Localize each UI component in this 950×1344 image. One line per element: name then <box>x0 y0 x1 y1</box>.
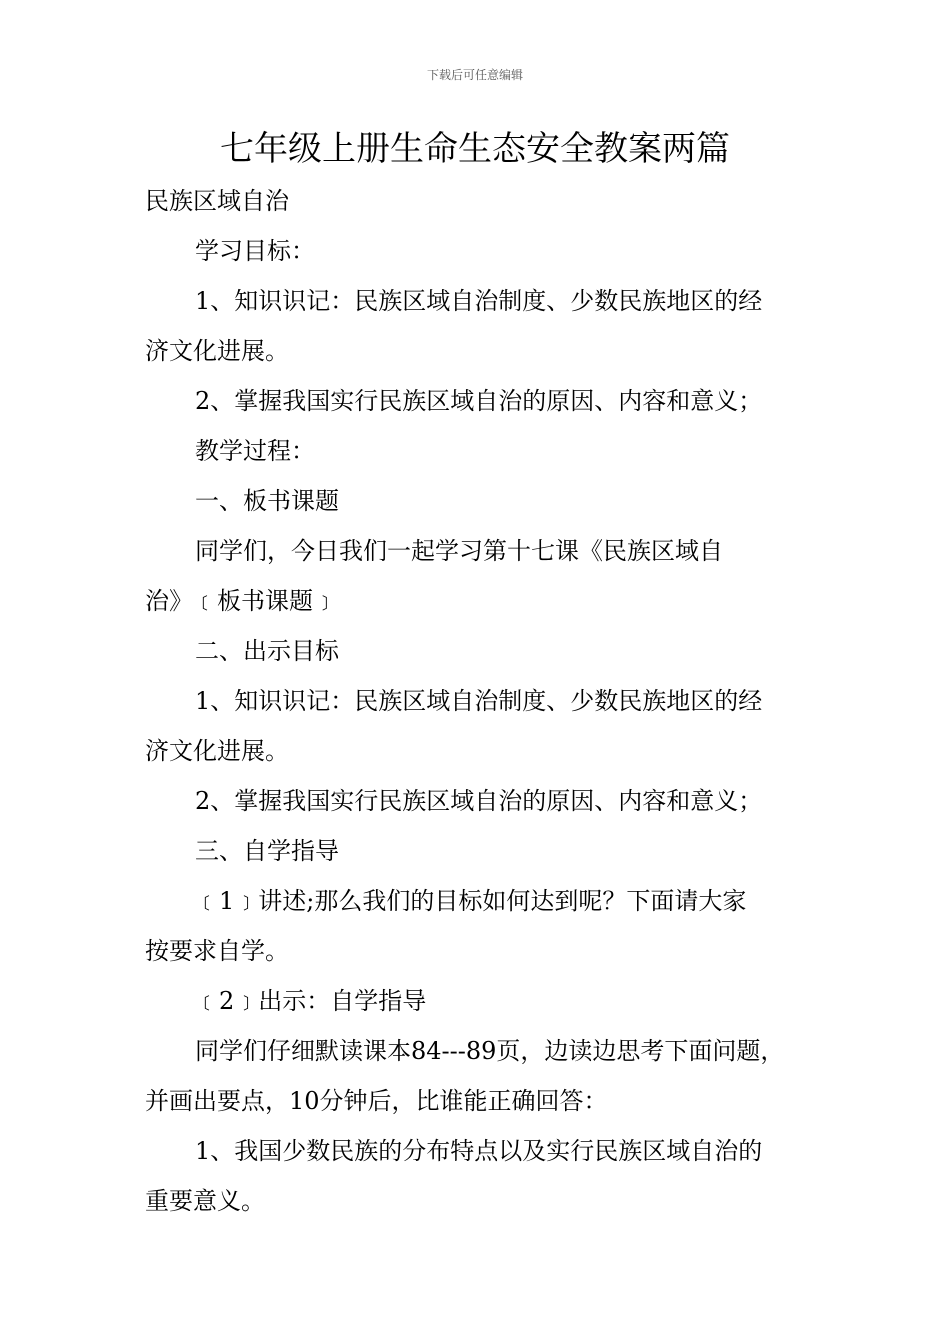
paragraph-line: 按要求自学。 <box>145 937 289 965</box>
paragraph-line: 济文化进展。 <box>145 337 289 365</box>
paragraph-line: 二、出示目标 <box>195 637 339 665</box>
paragraph-line: 1、我国少数民族的分布特点以及实行民族区域自治的 <box>195 1137 763 1165</box>
section-heading: 民族区域自治 <box>145 187 289 215</box>
paragraph-line: 重要意义。 <box>145 1187 265 1215</box>
paragraph-line: 1、知识识记：民族区域自治制度、少数民族地区的经 <box>195 287 763 315</box>
paragraph-line: 教学过程： <box>195 437 315 465</box>
paragraph-line: ﹝1﹞讲述;那么我们的目标如何达到呢？下面请大家 <box>195 887 747 915</box>
paragraph-line: 同学们仔细默读课本84---89页，边读边思考下面问题， <box>195 1037 785 1065</box>
paragraph-line: 2、掌握我国实行民族区域自治的原因、内容和意义； <box>195 787 763 815</box>
document-body <box>145 176 815 1226</box>
paragraph-line: 学习目标： <box>195 237 315 265</box>
paragraph-line: 济文化进展。 <box>145 737 289 765</box>
paragraph-line: 三、自学指导 <box>195 837 339 865</box>
paragraph-line: 同学们，今日我们一起学习第十七课《民族区域自 <box>195 537 723 565</box>
paragraph-line: 一、板书课题 <box>195 487 339 515</box>
paragraph-line: ﹝2﹞出示：自学指导 <box>195 987 427 1015</box>
paragraph-line: 2、掌握我国实行民族区域自治的原因、内容和意义； <box>195 387 763 415</box>
paragraph-line: 1、知识识记：民族区域自治制度、少数民族地区的经 <box>195 687 763 715</box>
header-note: 下载后可任意编辑 <box>426 68 523 82</box>
paragraph-line: 治》﹝板书课题﹞ <box>145 587 337 615</box>
paragraph-line: 并画出要点，10分钟后，比谁能正确回答： <box>145 1087 608 1115</box>
document-title: 七年级上册生命生态安全教案两篇 <box>220 129 730 169</box>
